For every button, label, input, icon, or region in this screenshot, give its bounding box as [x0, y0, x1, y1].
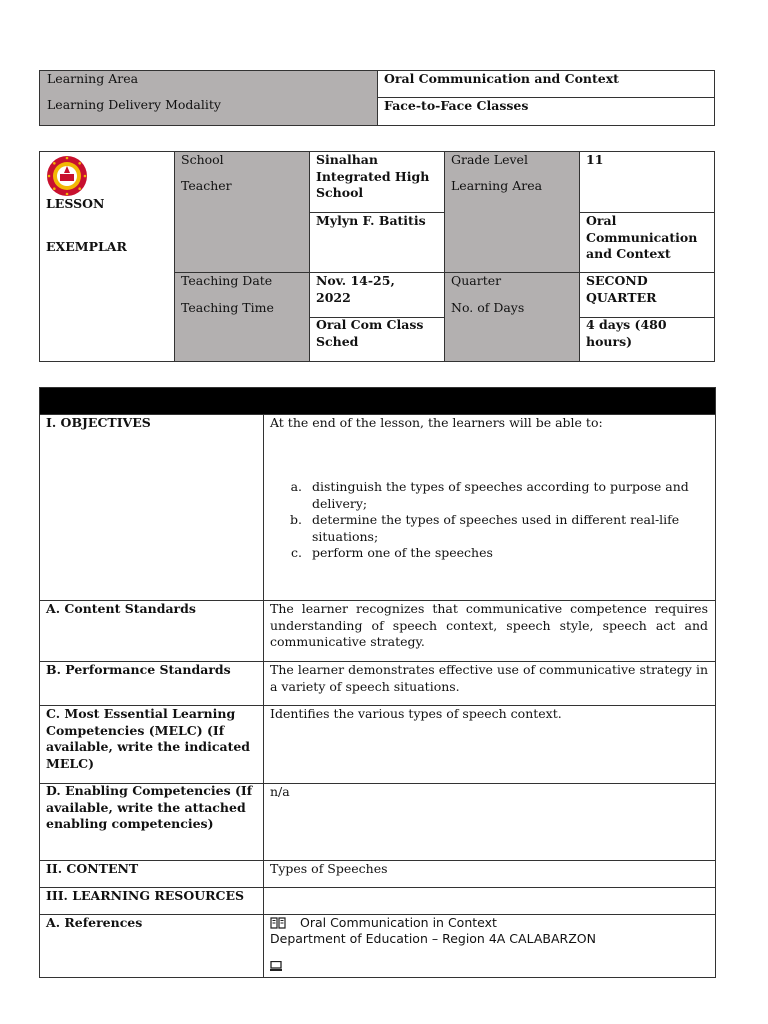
resources-label: III. LEARNING RESOURCES [46, 888, 244, 903]
resources-value-cell [263, 887, 716, 915]
teaching-time-label: Teaching Time [181, 300, 274, 315]
learning-area-value: Oral Communication and Context [384, 71, 619, 86]
learning-area-label: Learning Area [47, 71, 139, 86]
quarter-label: Quarter [451, 273, 502, 288]
objectives-intro: At the end of the lesson, the learners will be able to: [270, 415, 603, 430]
objective-c: c. perform one of the speeches [306, 545, 744, 562]
objective-a: a. distinguish the types of speeches according to purpose and delivery; [306, 479, 744, 512]
melc-label: C. Most Essential Learning Competencies (MELC) (If available, write the indicated MELC) [46, 706, 251, 771]
school-seal-logo [45, 154, 89, 198]
table-header-bar [39, 387, 716, 415]
lesson-label: LESSON [46, 196, 105, 211]
content-std-label: A. Content Standards [46, 601, 196, 616]
enabling-value-cell [263, 783, 716, 861]
modality-value: Face-to-Face Classes [384, 98, 529, 113]
reference-publisher: Department of Education – Region 4A CALABARZON [270, 931, 596, 946]
grade-area-label-cell [444, 151, 580, 273]
objectives-list [258, 479, 744, 562]
content-std-value: The learner recognizes that communicative competence requires understanding of speech context, speech style, speech act and communicative strategy. [270, 601, 708, 649]
grade-level-label: Grade Level [451, 152, 528, 167]
grade-level-value: 11 [586, 152, 604, 167]
melc-value: Identifies the various types of speech context. [270, 706, 562, 721]
teacher-label: Teacher [181, 178, 232, 193]
learning-area-value-2: Oral Communication and Context [586, 213, 698, 261]
perf-std-value: The learner demonstrates effective use of communicative strategy in a variety of speech situations. [270, 662, 708, 694]
objectives-label-cell [39, 414, 264, 601]
content-label: II. CONTENT [46, 861, 139, 876]
content-value: Types of Speeches [270, 861, 388, 876]
computer-icon [270, 961, 282, 971]
days-value: 4 days (480 hours) [586, 317, 667, 349]
school-teacher-label-cell [174, 151, 310, 273]
school-value: Sinalhan Integrated High School [316, 152, 430, 200]
days-label: No. of Days [451, 300, 525, 315]
reference-title: Oral Communication in Context [300, 915, 497, 930]
book-icon [270, 917, 286, 929]
teaching-date-value: Nov. 14-25, 2022 [316, 273, 395, 305]
objective-b: b. determine the types of speeches used in different real-life situations; [306, 512, 744, 545]
exemplar-label: EXEMPLAR [46, 239, 127, 254]
school-label: School [181, 152, 224, 167]
perf-std-label: B. Performance Standards [46, 662, 231, 677]
enabling-value: n/a [270, 784, 290, 799]
enabling-label: D. Enabling Competencies (If available, write the attached enabling competencies) [46, 783, 253, 831]
learning-area-label-2: Learning Area [451, 178, 543, 193]
teacher-value: Mylyn F. Batitis [316, 213, 426, 228]
modality-label: Learning Delivery Modality [47, 97, 221, 112]
objectives-label: I. OBJECTIVES [46, 415, 151, 430]
quarter-value: SECOND QUARTER [586, 273, 657, 305]
teaching-time-value: Oral Com Class Sched [316, 317, 424, 349]
references-label: A. References [46, 915, 143, 930]
teaching-date-label: Teaching Date [181, 273, 273, 288]
